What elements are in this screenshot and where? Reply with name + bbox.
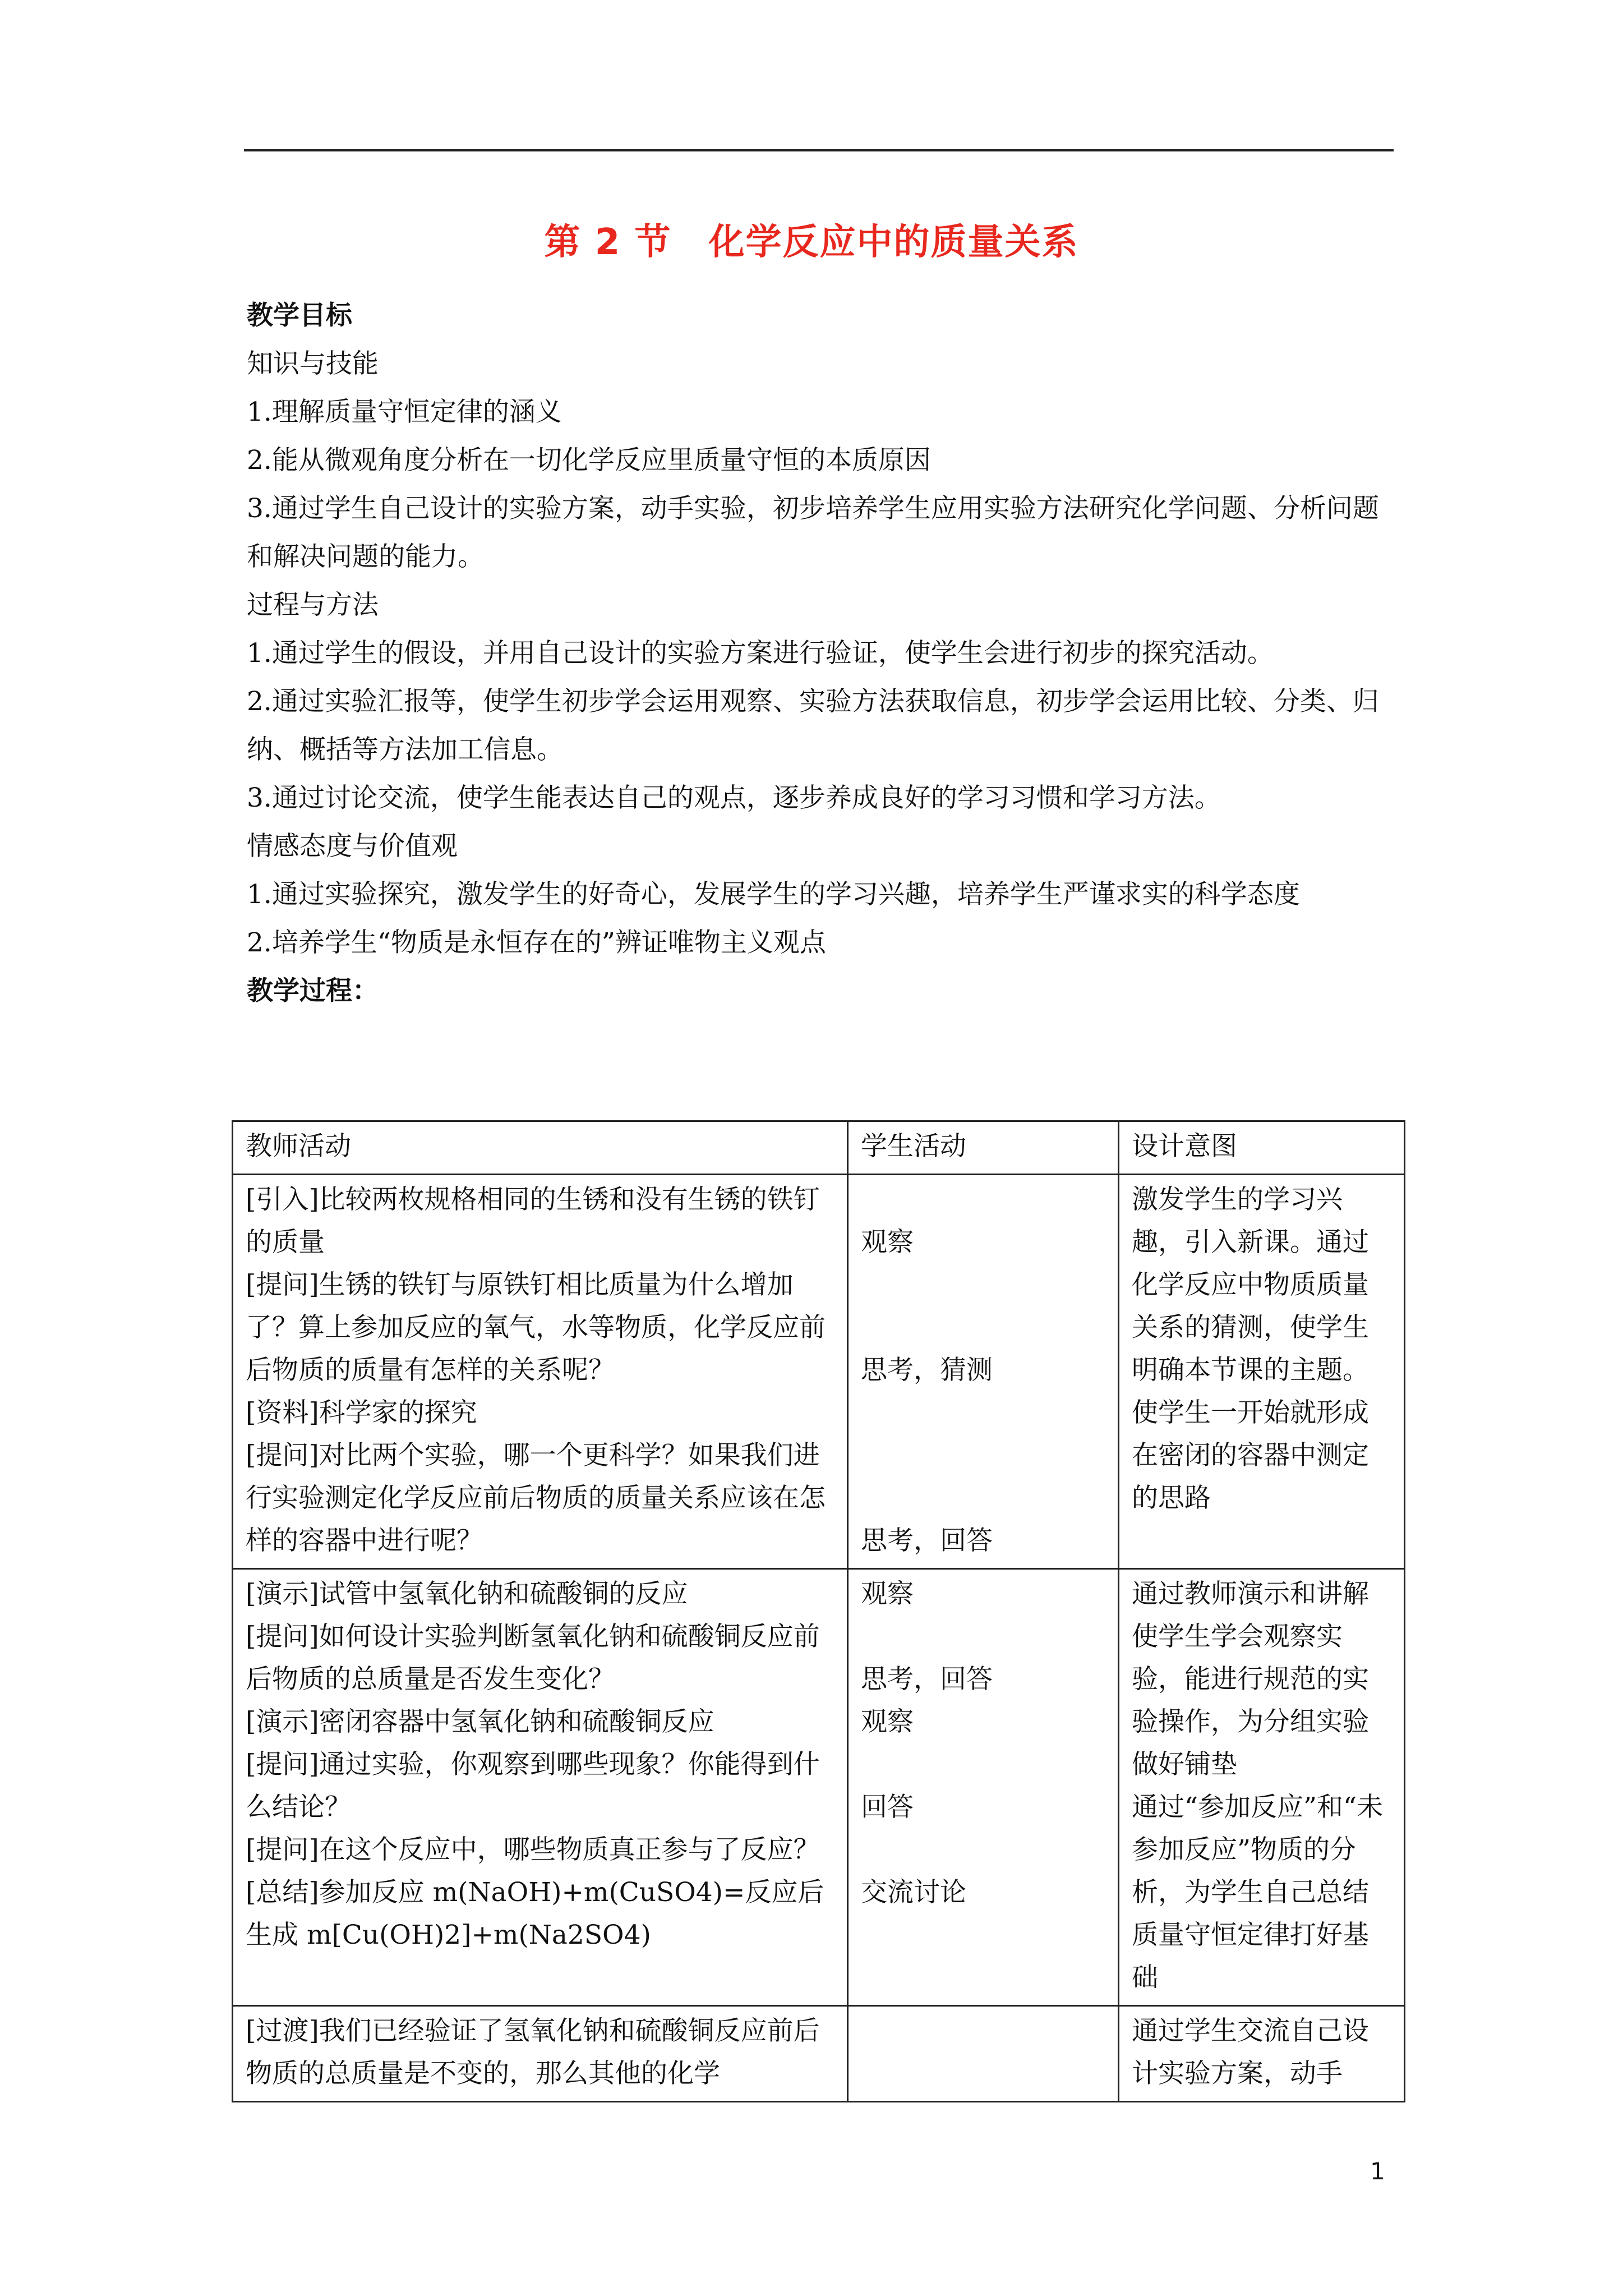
table-header-row <box>233 1121 1405 1175</box>
page-number: 1 <box>1370 2157 1385 2185</box>
teacher-step: [演示]试管中氢氧化钠和硫酸铜的反应 <box>246 1579 688 1609</box>
student-step: 观察 <box>861 1706 914 1737</box>
intent-text: 使学生一开始就形成在密闭的容器中测定的思路 <box>1132 1397 1369 1513</box>
teaching-goals <box>247 292 1391 1015</box>
header-student-activity: 学生活动 <box>848 1121 1119 1175</box>
goal-item: 3.通过讨论交流，使学生能表达自己的观点，逐步养成良好的学习习惯和学习方法。 <box>247 783 1221 813</box>
student-step: 思考，回答 <box>861 1525 993 1556</box>
student-step: 观察 <box>861 1579 914 1609</box>
intent-text: 通过教师演示和讲解使学生学会观察实验，能进行规范的实验操作，为分组实验做好铺垫 <box>1132 1579 1369 1780</box>
teacher-step: [提问]在这个反应中，哪些物质真正参与了反应？ <box>246 1834 820 1865</box>
intent-text: 通过“参加反应”和“未参加反应”物质的分析，为学生自己总结质量守恒定律打好基础 <box>1132 1792 1384 1993</box>
goals-subheading: 知识与技能 <box>247 348 379 379</box>
goal-item: 2.培养学生“物质是永恒存在的”辨证唯物主义观点 <box>247 927 826 958</box>
teacher-step: [提问]如何设计实验判断氢氧化钠和硫酸铜反应前后物质的总质量是否发生变化？ <box>246 1621 820 1695</box>
teacher-step: [提问]生锈的铁钉与原铁钉相比质量为什么增加了？算上参加反应的氧气，水等物质，化学反应前后物质的质量有怎样的关系呢？ <box>246 1269 826 1386</box>
student-step: 思考，回答 <box>861 1664 993 1695</box>
teacher-step: [资料]科学家的探究 <box>246 1397 477 1428</box>
student-step: 交流讨论 <box>861 1877 966 1908</box>
teacher-step: [过渡]我们已经验证了氢氧化钠和硫酸铜反应前后物质的总质量是不变的，那么其他的化学 <box>246 2016 820 2089</box>
table-row <box>233 1569 1405 2006</box>
table-row <box>233 2006 1405 2102</box>
table-row <box>233 1175 1405 1569</box>
design-intent-cell <box>1119 1569 1405 2006</box>
teacher-activity-cell <box>233 1175 848 1569</box>
student-activity-cell <box>848 2006 1119 2102</box>
goal-item: 2.能从微观角度分析在一切化学反应里质量守恒的本质原因 <box>247 445 931 476</box>
student-step: 回答 <box>861 1792 914 1823</box>
teacher-step: [引入]比较两枚规格相同的生锈和没有生锈的铁钉的质量 <box>246 1184 820 1258</box>
teacher-step: [提问]对比两个实验，哪一个更科学？如果我们进行实验测定化学反应前后物质的质量关系应该在怎样的容器中进行呢？ <box>246 1440 826 1556</box>
goal-item: 3.通过学生自己设计的实验方案，动手实验，初步培养学生应用实验方法研究化学问题、分析问题和解决问题的能力。 <box>247 493 1379 572</box>
intent-text: 通过学生交流自己设计实验方案，动手 <box>1132 2016 1369 2089</box>
goal-item: 1.通过学生的假设，并用自己设计的实验方案进行验证，使学生会进行初步的探究活动。 <box>247 638 1274 669</box>
teacher-activity-cell <box>233 2006 848 2102</box>
goal-item: 2.通过实验汇报等，使学生初步学会运用观察、实验方法获取信息，初步学会运用比较、分类、归纳、概括等方法加工信息。 <box>247 686 1379 765</box>
teacher-step: [提问]通过实验，你观察到哪些现象？你能得到什么结论？ <box>246 1749 820 1823</box>
header-teacher-activity: 教师活动 <box>233 1121 848 1175</box>
goals-heading: 教学目标 <box>247 300 352 331</box>
student-activity-cell <box>848 1569 1119 2006</box>
header-design-intent: 设计意图 <box>1119 1121 1405 1175</box>
goals-subheading: 过程与方法 <box>247 590 379 620</box>
header-rule <box>244 149 1394 151</box>
page-title: 第 2 节 化学反应中的质量关系 <box>544 222 1079 263</box>
process-heading: 教学过程： <box>247 976 379 1006</box>
student-activity-cell <box>848 1175 1119 1569</box>
student-step: 思考，猜测 <box>861 1355 993 1386</box>
intent-text: 激发学生的学习兴趣，引入新课。通过化学反应中物质质量关系的猜测，使学生明确本节课的主题。 <box>1132 1184 1369 1386</box>
goals-subheading: 情感态度与价值观 <box>247 831 458 862</box>
design-intent-cell <box>1119 1175 1405 1569</box>
goal-item: 1.理解质量守恒定律的涵义 <box>247 397 562 427</box>
teacher-step: [演示]密闭容器中氢氧化钠和硫酸铜反应 <box>246 1706 714 1737</box>
design-intent-cell <box>1119 2006 1405 2102</box>
teacher-step: [总结]参加反应 m(NaOH)+m(CuSO4)=反应后生成 m[Cu(OH)2]+m(Na2SO4) <box>246 1877 824 1950</box>
teaching-process-table <box>232 1120 1405 2102</box>
goal-item: 1.通过实验探究，激发学生的好奇心，发展学生的学习兴趣，培养学生严谨求实的科学态度 <box>247 879 1300 910</box>
teacher-activity-cell <box>233 1569 848 2006</box>
student-step: 观察 <box>861 1227 914 1258</box>
